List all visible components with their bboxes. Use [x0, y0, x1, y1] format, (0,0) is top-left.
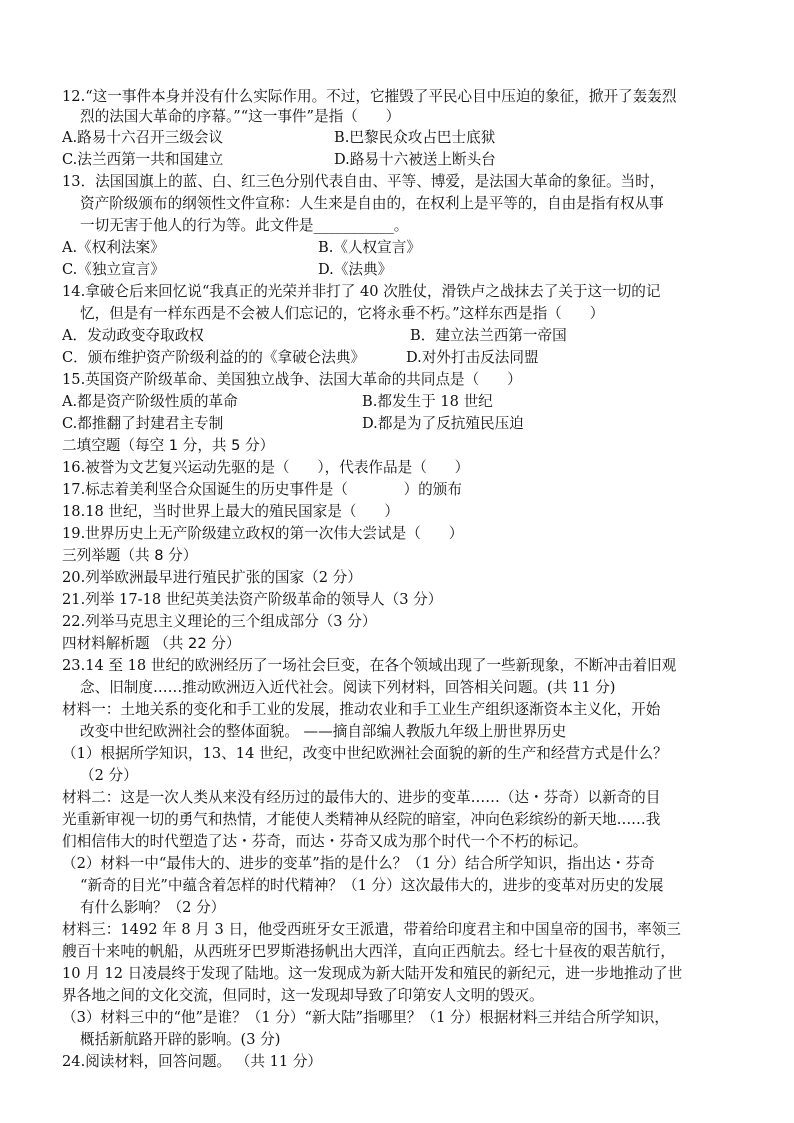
q20: 20.列举欧洲最早进行殖民扩张的国家（2 分）: [62, 569, 362, 586]
q24: 24.阅读材料，回答问题。 （共 11 分）: [62, 1053, 323, 1070]
q23-material-2-cont: 光重新审视一切的勇气和热情，才能使人类精神从经院的暗室，冲向色彩缤纷的新天地……我: [62, 811, 661, 828]
q23-intro: 23.14 至 18 世纪的欧洲经历了一场社会巨变，在各个领域出现了一些新现象，不断冲击着旧观: [62, 657, 677, 674]
q23-material-3-cont-3: 界各地之间的文化交流，但同时，这一发现却导致了印第安人文明的毁灭。: [62, 987, 544, 1004]
q15-option-a: A.都是资产阶级性质的革命: [62, 393, 238, 410]
q23-material-3-cont: 艘百十来吨的帆船，从西班牙巴罗斯港扬帆出大西洋，直向正西航去。经七十昼夜的艰苦航行，: [62, 943, 675, 960]
q14-stem-cont: 忆，但是有一样东西是不会被人们忘记的，它将永垂不朽。”这样东西是指（ ）: [80, 305, 605, 322]
q13-option-a: A.《权利法案》: [62, 239, 165, 256]
q12-stem-cont: 烈的法国大革命的序幕。”“这一事件”是指（ ）: [80, 108, 401, 125]
q23-material-2: 材料二：这是一次人类从来没有经历过的最伟大的、进步的变革……（达・芬奇）以新奇的目: [62, 789, 661, 806]
q23-subquestion-1: （1）根据所学知识，13、14 世纪，改变中世纪欧洲社会面貌的新的生产和经营方式是什么？: [62, 745, 668, 762]
q23-material-2-cont-2: 们相信伟大的时代塑造了达・芬奇，而达・芬奇又成为那个时代一个不朽的标记。: [62, 833, 588, 850]
q14-option-d: D.对外打击反法同盟: [406, 349, 539, 366]
q21: 21.列举 17-18 世纪英美法资产阶级革命的领导人（3 分）: [62, 591, 443, 608]
q16: 16.被誉为文艺复兴运动先驱的是（ ），代表作品是（ ）: [62, 459, 470, 476]
q15-option-b: B.都发生于 18 世纪: [362, 393, 493, 410]
q12-option-a: A.路易十六召开三级会议: [62, 129, 224, 146]
q13-stem: 13．法国国旗上的蓝、白、红三色分别代表自由、平等、博爱，是法国大革命的象征。当时，: [62, 173, 665, 190]
q22: 22.列举马克思主义理论的三个组成部分（3 分）: [62, 613, 377, 630]
q19: 19.世界历史上无产阶级建立政权的第一次伟大尝试是（ ）: [62, 525, 464, 542]
section-3-title: 三列举题（共 8 分）: [62, 547, 198, 564]
q23-subquestion-2: （2）材料一中“最伟大的、进步的变革”指的是什么？（1 分）结合所学知识，指出达・芬奇: [62, 855, 655, 872]
q23-material-3: 材料三：1492 年 8 月 3 日，他受西班牙女王派遣，带着给印度君主和中国皇帝的国书，率领三: [62, 921, 681, 938]
q23-subquestion-3: （3）材料三中的“他”是谁？（1 分）“新大陆”指哪里？（1 分）根据材料三并结合所学知识，: [62, 1009, 669, 1026]
q13-option-d: D.《法典》: [318, 261, 393, 278]
q15-option-c: C.都推翻了封建君主专制: [62, 415, 224, 432]
section-4-title: 四材料解析题 （共 22 分）: [62, 635, 241, 652]
q14-option-b: B．建立法兰西第一帝国: [410, 327, 567, 344]
q23-intro-cont: 念、旧制度……推动欧洲迈入近代社会。阅读下列材料，回答相关问题。(共 11 分): [80, 679, 616, 696]
q23-material-3-cont-2: 10 月 12 日凌晨终于发现了陆地。这一发现成为新大陆开发和殖民的新纪元，进一步地推动了世: [62, 965, 683, 982]
q23-subquestion-3-cont: 概括新航路开辟的影响。(3 分): [80, 1031, 281, 1048]
q23-subquestion-2-cont: “新奇的目光”中蕴含着怎样的时代精神？（1 分）这次最伟大的，进步的变革对历史的发展: [80, 877, 664, 894]
q13-stem-cont: 资产阶级颁布的纲领性文件宣称：人生来是自由的，在权利上是平等的，自由是指有权从事: [80, 195, 664, 212]
q14-option-c: C．颁布维护资产阶级利益的的《拿破仑法典》: [62, 349, 366, 366]
q23-subquestion-2-cont-2: 有什么影响？（2 分）: [80, 899, 226, 916]
q12-option-d: D.路易十六被送上断头台: [334, 151, 496, 168]
q14-stem: 14.拿破仑后来回忆说“我真正的光荣并非打了 40 次胜仗，滑铁卢之战抹去了关于这一切的记: [62, 283, 661, 300]
q13-option-c: C.《独立宣言》: [62, 261, 165, 278]
q23-subquestion-1-cont: （2 分）: [80, 767, 138, 784]
q12-option-c: C.法兰西第一共和国建立: [62, 151, 224, 168]
q13-option-b: B.《人权宣言》: [318, 239, 421, 256]
q18: 18.18 世纪，当时世界上最大的殖民国家是（ ）: [62, 503, 399, 520]
q14-option-a: A．发动政变夺取政权: [62, 327, 204, 344]
q23-material-1: 材料一：土地关系的变化和手工业的发展，推动农业和手工业生产组织逐渐资本主义化，开始: [62, 701, 661, 718]
q17: 17.标志着美利坚合众国诞生的历史事件是（ ）的颁布: [62, 481, 462, 498]
q23-material-1-cont: 改变中世纪欧洲社会的整体面貌。 ——摘自部编人教版九年级上册世界历史: [80, 723, 567, 740]
section-2-title: 二填空题（每空 1 分，共 5 分）: [62, 437, 275, 454]
q15-option-d: D.都是为了反抗殖民压迫: [362, 415, 524, 432]
q15-stem: 15.英国资产阶级革命、美国独立战争、法国大革命的共同点是（ ）: [62, 371, 522, 388]
q12-option-b: B.巴黎民众攻占巴士底狱: [334, 129, 496, 146]
q13-stem-cont-2: 一切无害于他人的行为等。此文件是___________。: [80, 217, 409, 234]
q12-stem: 12.“这一事件本身并没有什么实际作用。不过，它摧毁了平民心目中压迫的象征，掀开了轰轰烈: [62, 88, 677, 105]
